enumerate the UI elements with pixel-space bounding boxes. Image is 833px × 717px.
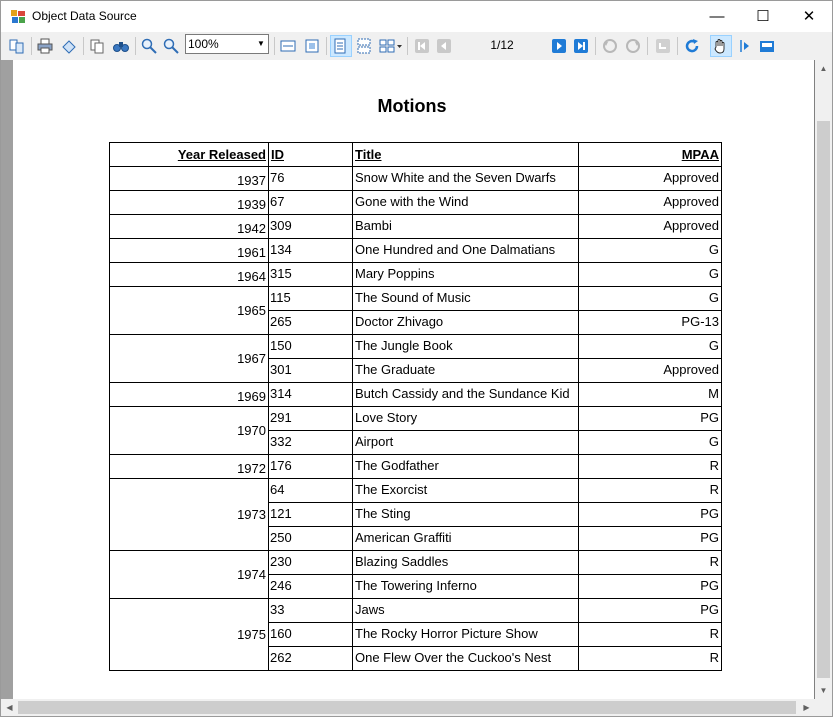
page-setup-icon xyxy=(59,38,79,54)
title-cell: One Flew Over the Cuckoo's Nest xyxy=(353,647,579,671)
title-cell: Bambi xyxy=(353,215,579,239)
table-row xyxy=(110,599,722,623)
toolbar-separator xyxy=(677,37,678,55)
report-title: Motions xyxy=(377,96,447,116)
toolbar-separator xyxy=(135,37,136,55)
table-row xyxy=(110,239,722,263)
mpaa-cell: Approved xyxy=(579,359,722,383)
toolbar-separator xyxy=(647,37,648,55)
id-cell: 332 xyxy=(269,431,353,455)
mpaa-cell: R xyxy=(579,623,722,647)
toolbar-separator xyxy=(595,37,596,55)
title-cell: The Jungle Book xyxy=(353,335,579,359)
maximize-button[interactable]: ☐ xyxy=(756,8,770,25)
page-width-icon xyxy=(278,38,298,54)
scrollbar-corner xyxy=(815,699,832,716)
id-cell: 301 xyxy=(269,359,353,383)
previous-page-button[interactable] xyxy=(434,36,454,56)
id-cell: 160 xyxy=(269,623,353,647)
id-cell: 265 xyxy=(269,311,353,335)
previous-page-icon xyxy=(434,38,454,54)
table-row xyxy=(110,383,722,407)
year-cell: 1972 xyxy=(110,455,269,479)
mpaa-cell: R xyxy=(579,647,722,671)
mpaa-cell: Approved xyxy=(579,215,722,239)
horizontal-scroll-thumb[interactable] xyxy=(18,701,796,714)
undo-icon xyxy=(653,38,673,54)
multi-page-icon xyxy=(377,38,403,54)
table-row xyxy=(110,215,722,239)
title-cell: Mary Poppins xyxy=(353,263,579,287)
close-button[interactable]: ✕ xyxy=(802,8,816,25)
table-header-row xyxy=(110,143,722,167)
table-row xyxy=(110,551,722,575)
toolbar-separator xyxy=(274,37,275,55)
continuous-button[interactable] xyxy=(354,36,374,56)
app-icon xyxy=(11,10,25,23)
zoom-out-icon xyxy=(161,38,181,54)
year-cell: 1975 xyxy=(110,599,269,671)
table-row xyxy=(110,287,722,311)
whole-page-icon xyxy=(302,38,322,54)
year-cell: 1967 xyxy=(110,335,269,383)
mpaa-cell: G xyxy=(579,335,722,359)
year-cell: 1965 xyxy=(110,287,269,335)
year-cell: 1961 xyxy=(110,239,269,263)
table-row xyxy=(110,479,722,503)
id-cell: 176 xyxy=(269,455,353,479)
id-cell: 262 xyxy=(269,647,353,671)
table-row xyxy=(110,263,722,287)
mpaa-cell: G xyxy=(579,263,722,287)
id-cell: 150 xyxy=(269,335,353,359)
title-cell: The Godfather xyxy=(353,455,579,479)
mpaa-cell: PG xyxy=(579,527,722,551)
title-cell: American Graffiti xyxy=(353,527,579,551)
id-cell: 121 xyxy=(269,503,353,527)
mpaa-cell: G xyxy=(579,239,722,263)
print-button[interactable] xyxy=(35,36,55,56)
single-page-button[interactable] xyxy=(330,35,352,57)
scroll-up-icon[interactable]: ▲ xyxy=(819,64,828,73)
table-row xyxy=(110,191,722,215)
viewport-margin xyxy=(1,60,13,699)
id-cell: 64 xyxy=(269,479,353,503)
document-map-icon xyxy=(7,38,27,54)
mpaa-cell: G xyxy=(579,287,722,311)
title-cell: Airport xyxy=(353,431,579,455)
title-cell: The Sound of Music xyxy=(353,287,579,311)
table-row xyxy=(110,407,722,431)
table-row xyxy=(110,167,722,191)
print-layout-button[interactable] xyxy=(59,36,79,56)
pan-mode-button[interactable] xyxy=(710,35,732,57)
id-cell: 134 xyxy=(269,239,353,263)
last-page-button[interactable] xyxy=(571,36,591,56)
id-cell: 250 xyxy=(269,527,353,551)
export-button[interactable] xyxy=(757,36,777,56)
first-page-button[interactable] xyxy=(412,36,432,56)
selection-mode-button[interactable] xyxy=(734,36,754,56)
mpaa-cell: R xyxy=(579,479,722,503)
single-page-icon xyxy=(331,38,351,54)
year-cell: 1969 xyxy=(110,383,269,407)
title-cell: Blazing Saddles xyxy=(353,551,579,575)
chevron-down-icon[interactable]: ▼ xyxy=(257,39,265,48)
text-cursor-icon xyxy=(734,38,754,54)
id-cell: 230 xyxy=(269,551,353,575)
back-button[interactable] xyxy=(600,36,620,56)
report-viewport xyxy=(1,60,832,699)
scroll-left-icon[interactable]: ◀ xyxy=(6,703,13,712)
mpaa-cell: PG xyxy=(579,407,722,431)
title-cell: The Exorcist xyxy=(353,479,579,503)
vertical-scroll-thumb[interactable] xyxy=(817,121,830,678)
scroll-right-icon[interactable]: ▶ xyxy=(803,703,810,712)
refresh-button[interactable] xyxy=(682,36,702,56)
title-cell: Doctor Zhivago xyxy=(353,311,579,335)
title-cell: Butch Cassidy and the Sundance Kid xyxy=(353,383,579,407)
year-cell: 1937 xyxy=(110,167,269,191)
toolbar-separator xyxy=(31,37,32,55)
id-cell: 33 xyxy=(269,599,353,623)
title-header[interactable]: Title xyxy=(353,143,579,167)
parameters-button[interactable] xyxy=(7,36,27,56)
id-cell: 309 xyxy=(269,215,353,239)
id-cell: 76 xyxy=(269,167,353,191)
first-page-icon xyxy=(412,38,432,54)
continuous-icon xyxy=(354,38,374,54)
toolbar-separator xyxy=(326,37,327,55)
forward-button[interactable] xyxy=(623,36,643,56)
title-cell: The Graduate xyxy=(353,359,579,383)
mpaa-header[interactable]: MPAA xyxy=(579,143,722,167)
id-cell: 315 xyxy=(269,263,353,287)
next-page-button[interactable] xyxy=(549,36,569,56)
mpaa-cell: PG xyxy=(579,503,722,527)
zoom-in-button[interactable] xyxy=(139,36,159,56)
scroll-down-icon[interactable]: ▼ xyxy=(819,686,828,695)
window-title: Object Data Source xyxy=(32,9,137,23)
forward-icon xyxy=(623,38,643,54)
id-header[interactable]: ID xyxy=(269,143,353,167)
mpaa-cell: Approved xyxy=(579,167,722,191)
page-indicator[interactable]: 1/12 xyxy=(490,38,514,52)
last-page-icon xyxy=(571,38,591,54)
year-cell: 1974 xyxy=(110,551,269,599)
back-to-parent-button[interactable] xyxy=(653,36,673,56)
year-cell: 1970 xyxy=(110,407,269,455)
page-width-button[interactable] xyxy=(278,36,298,56)
year-released-header[interactable]: Year Released xyxy=(110,143,269,167)
hand-icon xyxy=(711,38,731,54)
report-table xyxy=(109,142,722,671)
export-icon xyxy=(757,38,777,54)
zoom-value: 100% xyxy=(188,37,219,51)
binoculars-icon xyxy=(111,38,131,54)
year-cell: 1939 xyxy=(110,191,269,215)
whole-page-button[interactable] xyxy=(302,36,322,56)
zoom-out-button[interactable] xyxy=(161,36,181,56)
id-cell: 246 xyxy=(269,575,353,599)
id-cell: 291 xyxy=(269,407,353,431)
mpaa-cell: PG xyxy=(579,599,722,623)
toolbar-separator xyxy=(83,37,84,55)
title-cell: The Rocky Horror Picture Show xyxy=(353,623,579,647)
id-cell: 115 xyxy=(269,287,353,311)
title-cell: Jaws xyxy=(353,599,579,623)
toolbar-separator xyxy=(407,37,408,55)
mpaa-cell: Approved xyxy=(579,191,722,215)
table-row xyxy=(110,335,722,359)
find-button[interactable] xyxy=(111,36,131,56)
multi-page-dropdown[interactable] xyxy=(377,36,403,56)
minimize-button[interactable]: — xyxy=(709,8,725,25)
toolbar xyxy=(1,32,832,60)
back-icon xyxy=(600,38,620,54)
mpaa-cell: M xyxy=(579,383,722,407)
copy-button[interactable] xyxy=(87,36,107,56)
zoom-in-icon xyxy=(139,38,159,54)
mpaa-cell: PG-13 xyxy=(579,311,722,335)
mpaa-cell: R xyxy=(579,551,722,575)
mpaa-cell: R xyxy=(579,455,722,479)
report-page xyxy=(13,60,814,699)
title-cell: Gone with the Wind xyxy=(353,191,579,215)
title-cell: The Towering Inferno xyxy=(353,575,579,599)
year-cell: 1964 xyxy=(110,263,269,287)
title-cell: Snow White and the Seven Dwarfs xyxy=(353,167,579,191)
title-bar xyxy=(1,1,832,32)
title-cell: The Sting xyxy=(353,503,579,527)
year-cell: 1942 xyxy=(110,215,269,239)
table-row xyxy=(110,455,722,479)
id-cell: 67 xyxy=(269,191,353,215)
zoom-select[interactable] xyxy=(185,34,269,54)
year-cell: 1973 xyxy=(110,479,269,551)
mpaa-cell: PG xyxy=(579,575,722,599)
refresh-icon xyxy=(682,38,702,54)
title-cell: Love Story xyxy=(353,407,579,431)
mpaa-cell: G xyxy=(579,431,722,455)
id-cell: 314 xyxy=(269,383,353,407)
next-page-icon xyxy=(549,38,569,54)
copy-icon xyxy=(87,38,107,54)
print-icon xyxy=(35,38,55,54)
title-cell: One Hundred and One Dalmatians xyxy=(353,239,579,263)
